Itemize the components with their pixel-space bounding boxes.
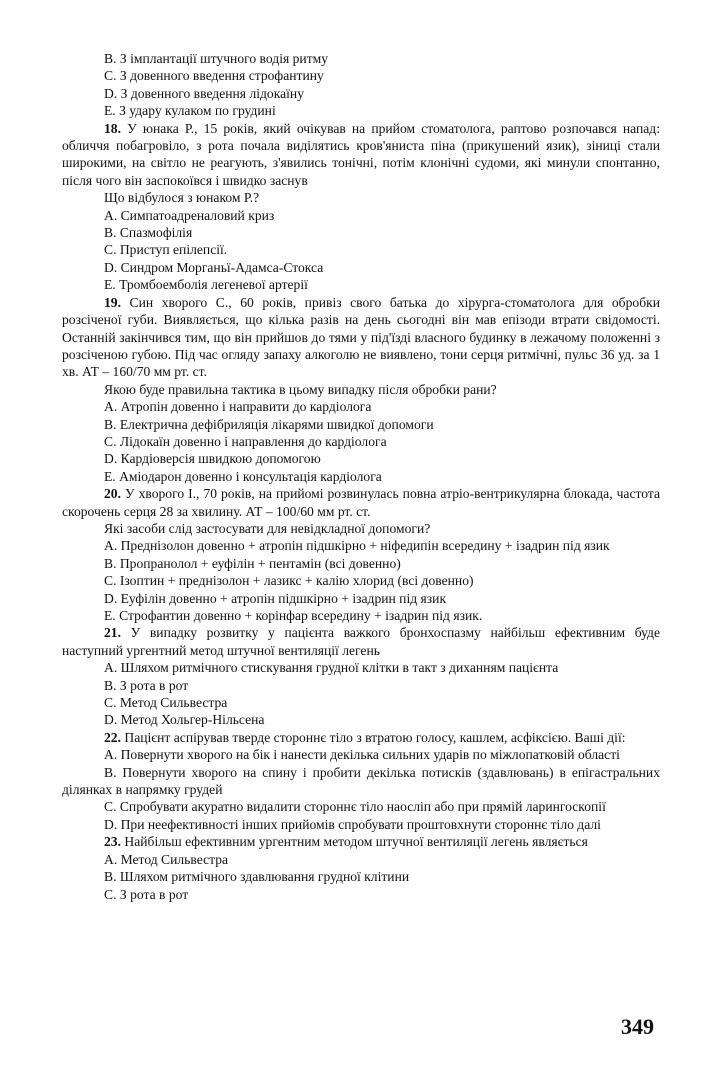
q22-option-d: D. При неефективності інших прийомів спробувати проштовхнути стороннє тіло далі: [104, 816, 601, 832]
q18-option-e: E. Тромбоемболія легеневої артерії: [104, 277, 308, 293]
question-18-body: У юнака Р., 15 років, який очікував на прийом стоматолога, раптово розпочався напад: обличчя побагровіло, з рота почала виділятись кров'яниста піна (прикушений язик), зіниці стали широкими, на світло не реагують, з'явились тонічні, потім клонічні судоми, які минули спонтанно, після чого він заспокоївся і швидко заснув: [62, 120, 660, 188]
q19-option-b: B. Електрична дефібриляція лікарями швидкої допомоги: [104, 416, 434, 432]
question-19-text: [62, 294, 660, 381]
q21-option-a: A. Шляхом ритмічного стискування грудної клітки в такт з диханням пацієнта: [104, 660, 559, 676]
question-22-text: [62, 729, 660, 746]
q19-option-e: E. Аміодарон довенно і консультація кардіолога: [104, 468, 382, 484]
q20-option-d: D. Еуфілін довенно + атропін підшкірно + ізадрин під язик: [104, 590, 447, 606]
page-number: 349: [621, 1014, 654, 1039]
question-21-number: 21.: [104, 625, 121, 641]
q20-option-a: A. Преднізолон довенно + атропін підшкірно + ніфедипін всередину + ізадрин під язик: [104, 538, 610, 554]
q21-option-b: B. З рота в рот: [104, 677, 189, 693]
q20-option-c: C. Ізоптин + преднізолон + лазикс + калію хлорид (всі довенно): [104, 573, 474, 589]
q17-option-d: D. З довенного введення лідокаїну: [104, 85, 305, 101]
question-22-body: Пацієнт аспірував тверде стороннє тіло з втратою голосу, кашлем, асфіксією. Ваші дії:: [124, 729, 626, 745]
q17-option-c: C. З довенного введення строфантину: [104, 68, 324, 84]
question-23-number: 23.: [104, 834, 121, 850]
question-20-number: 20.: [104, 486, 121, 502]
q17-option-b: B. З імплантації штучного водія ритму: [104, 51, 329, 66]
question-21-text: [62, 624, 660, 659]
question-23-text: [62, 833, 660, 850]
q20-option-e: E. Строфантин довенно + корінфар всередину + ізадрин під язик.: [104, 608, 483, 623]
q18-option-d: D. Синдром Морганьї-Адамса-Стокса: [104, 259, 324, 275]
q19-option-d: D. Кардіоверсія швидкою допомогою: [104, 451, 321, 467]
question-20-text: [62, 485, 660, 520]
question-18-text: [62, 120, 660, 190]
q21-option-c: C. Метод Сильвестра: [104, 695, 228, 711]
question-18-number: 18.: [104, 120, 121, 136]
question-19-number: 19.: [104, 294, 121, 310]
q23-option-c: C. З рота в рот: [104, 886, 189, 902]
question-19-body: Син хворого С., 60 років, привіз свого батька до хірурга-стоматолога для обробки розсіченої губи. Виявляється, що кілька разів на день сьогодні він мав епізоди втрати свідомості. Останній закінчився тим, що він прийшов до тями у під'їзді власного будинку в лежачому положенні з розсіченою губою. Під час огляду запаху алкоголю не виявлено, тони серця ритмічні, пульс 36 уд. за 1 хв. АТ – 160/70 мм рт. ст.: [62, 294, 660, 380]
q20-option-b: B. Пропранолол + еуфілін + пентамін (всі довенно): [104, 555, 401, 571]
q23-option-b: B. Шляхом ритмічного здавлювання грудної клітини: [104, 869, 410, 885]
q22-option-c: C. Спробувати акуратно видалити стороннє тіло наосліп або при прямій ларингоскопії: [104, 799, 606, 815]
q23-option-a: A. Метод Сильвестра: [104, 851, 229, 867]
question-21-body: У випадку розвитку у пацієнта важкого бронхоспазму найбільш ефективним буде наступний ургентний метод штучної вентиляції легень: [62, 625, 660, 658]
document-page: [62, 50, 660, 903]
question-20-body: У хворого І., 70 років, на прийомі розвинулась повна атріо-вентрикулярна блокада, частота скорочень серця 28 за хвилину. АТ – 100/60 мм рт. ст.: [62, 486, 661, 519]
question-23-body: Найбільш ефективним ургентним методом штучної вентиляції легень являється: [124, 834, 588, 850]
q18-option-c: C. Приступ епілепсії.: [104, 242, 228, 258]
q22-option-b: B. Повернути хворого на спину і пробити декілька потисків (здавлювань) в епігастральних ділянках в напрямку грудей: [62, 764, 660, 798]
question-20-prompt: Які засоби слід застосувати для невідкладної допомоги?: [104, 520, 431, 536]
question-19-prompt: Якою буде правильна тактика в цьому випадку після обробки рани?: [104, 381, 497, 397]
q19-option-c: C. Лідокаїн довенно і направлення до кардіолога: [104, 433, 387, 449]
q21-option-d: D. Метод Хольгер-Нільсена: [104, 712, 265, 728]
q18-option-a: A. Симпатоадреналовий криз: [104, 207, 275, 223]
question-18-prompt: Що відбулося з юнаком Р.?: [104, 190, 260, 206]
q18-option-b: B. Спазмофілія: [104, 225, 193, 241]
q17-option-e: E. З удару кулаком по грудині: [104, 103, 276, 119]
q22-option-a: A. Повернути хворого на бік і нанести декілька сильних ударів по міжлопатковій області: [104, 747, 620, 763]
q19-option-a: A. Атропін довенно і направити до кардіолога: [104, 399, 372, 415]
question-22-number: 22.: [104, 729, 121, 745]
